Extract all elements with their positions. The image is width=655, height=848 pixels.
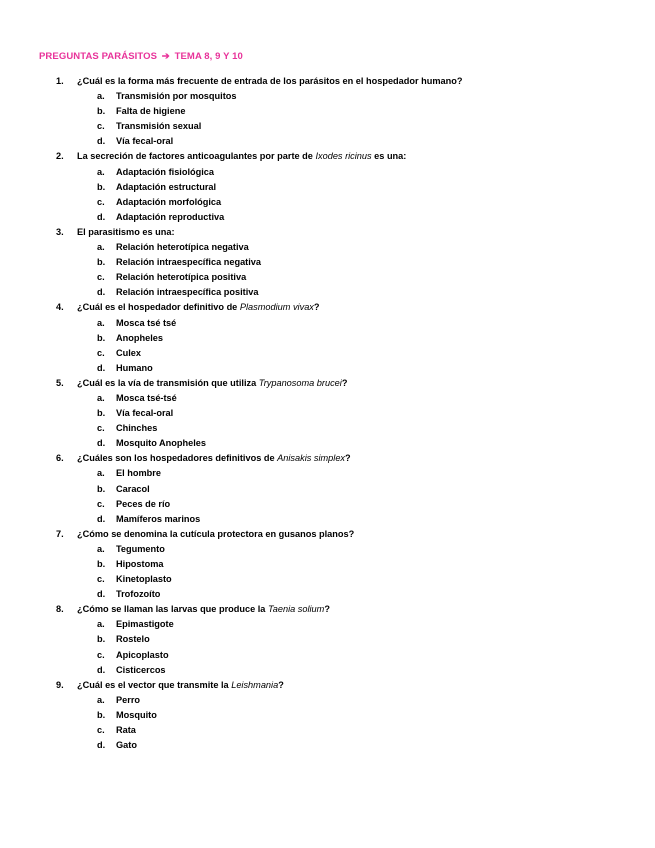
title-suffix: TEMA 8, 9 Y 10 (174, 51, 243, 62)
question-number: 5. (56, 377, 64, 388)
answer-option (0, 195, 655, 210)
answer-option (0, 421, 655, 436)
question-text-part: ? (345, 453, 351, 464)
option-letter: a. (97, 317, 105, 328)
question-text-part: ? (278, 679, 284, 690)
answer-option (0, 723, 655, 738)
option-letter: b. (97, 181, 106, 192)
question-text-part: ? (324, 604, 330, 615)
question-text (77, 678, 284, 693)
answer-option (0, 632, 655, 647)
option-letter: a. (97, 468, 105, 479)
question-text-part: ¿Cuál es el vector que transmite la (77, 679, 232, 690)
answer-option (0, 346, 655, 361)
question-text-part: ¿Cómo se llaman las larvas que produce la (77, 604, 268, 615)
question-item (0, 149, 655, 164)
option-text: Chinches (116, 423, 158, 434)
option-text: Adaptación fisiológica (116, 166, 215, 177)
answer-option (0, 210, 655, 225)
species-name: Anisakis simplex (277, 453, 346, 464)
answer-option (0, 648, 655, 663)
option-letter: c. (97, 649, 105, 660)
question-item (0, 527, 655, 542)
question-text-part: ¿Cuál es la vía de transmisión que utiliza (77, 377, 259, 388)
question-number: 8. (56, 604, 64, 615)
option-text: Apicoplasto (116, 649, 169, 660)
option-text: Humano (116, 362, 153, 373)
option-text: Mosquito (116, 709, 157, 720)
option-text: Mosquito Anopheles (116, 438, 206, 449)
question-text (77, 602, 330, 617)
answer-option (0, 119, 655, 134)
option-letter: b. (97, 559, 106, 569)
option-letter: c. (97, 272, 105, 283)
answer-option (0, 270, 655, 285)
question-text (77, 376, 347, 391)
question-item (0, 602, 655, 617)
answer-option (0, 693, 655, 708)
option-text: Caracol (116, 483, 150, 494)
option-letter: c. (97, 196, 105, 207)
option-letter: c. (97, 574, 105, 585)
question-number: 9. (56, 679, 64, 690)
question-text-part: ¿Cómo se denomina la cutícula protectora en gusanos planos? (77, 528, 355, 539)
option-letter: b. (97, 106, 106, 117)
question-text-part: ¿Cuál es el hospedador definitivo de (77, 302, 240, 313)
question-number: 2. (56, 151, 64, 162)
question-number: 1. (56, 76, 64, 86)
answer-option (0, 497, 655, 512)
option-letter: d. (97, 362, 106, 373)
option-letter: d. (97, 438, 106, 449)
answer-option (0, 663, 655, 678)
answer-option (0, 482, 655, 497)
answer-option (0, 391, 655, 406)
option-letter: c. (97, 725, 105, 736)
option-letter: b. (97, 332, 106, 343)
option-letter: d. (97, 136, 106, 147)
option-letter: a. (97, 91, 105, 102)
option-text: Anopheles (116, 332, 163, 343)
species-name: Leishmania (231, 679, 279, 690)
option-text: Transmisión por mosquitos (116, 91, 237, 102)
option-letter: a. (97, 694, 105, 705)
option-text: El hombre (116, 468, 161, 479)
question-text-part: ? (341, 377, 348, 388)
answer-option (0, 180, 655, 195)
question-text (77, 300, 320, 315)
option-text: Cisticercos (116, 664, 166, 675)
question-item (0, 376, 655, 391)
option-letter: a. (97, 619, 105, 630)
option-text: Falta de higiene (116, 106, 186, 117)
question-text-part: El parasitismo es una: (77, 226, 175, 237)
option-text: Trofozoíto (116, 589, 161, 600)
option-text: Perro (116, 694, 141, 705)
answer-option (0, 331, 655, 346)
question-number: 6. (56, 453, 64, 464)
option-text: Kinetoplasto (116, 574, 172, 585)
question-text (77, 74, 462, 89)
answer-option (0, 512, 655, 527)
option-letter: d. (97, 211, 106, 222)
answer-option (0, 436, 655, 451)
option-text: Adaptación estructural (116, 181, 217, 192)
option-text: Rata (116, 725, 136, 736)
question-number: 4. (56, 302, 64, 313)
option-text: Mosca tsé-tsé (116, 392, 177, 403)
answer-option (0, 104, 655, 119)
option-text: Vía fecal-oral (116, 408, 174, 419)
question-text-part: La secreción de factores anticoagulantes por parte de (77, 151, 316, 162)
question-item (0, 678, 655, 693)
question-text (77, 527, 354, 542)
answer-option (0, 165, 655, 180)
option-text: Vía fecal-oral (116, 136, 174, 147)
option-letter: b. (97, 634, 106, 645)
answer-option (0, 708, 655, 723)
species-name: Plasmodium vivax (239, 302, 314, 313)
answer-option (0, 738, 655, 753)
question-number: 7. (56, 528, 64, 539)
option-letter: b. (97, 408, 106, 419)
option-letter: a. (97, 543, 105, 554)
question-text-part: es una: (371, 151, 407, 162)
question-list (0, 74, 655, 753)
page-title (39, 51, 243, 62)
option-text: Mamíferos marinos (116, 513, 201, 524)
option-text: Rostelo (116, 634, 150, 645)
option-text: Culex (116, 347, 142, 358)
option-text: Relación intraespecífica negativa (116, 257, 262, 268)
answer-option (0, 466, 655, 481)
title-prefix: PREGUNTAS PARÁSITOS (39, 51, 158, 62)
option-text: Mosca tsé tsé (116, 317, 177, 328)
option-text: Transmisión sexual (116, 121, 202, 132)
option-text: Gato (116, 740, 137, 751)
option-letter: a. (97, 166, 105, 177)
answer-option (0, 134, 655, 149)
option-text: Hipostoma (116, 559, 164, 569)
question-number: 3. (56, 226, 64, 237)
option-text: Relación heterotípica positiva (116, 272, 247, 283)
option-text: Epimastigote (116, 619, 174, 630)
option-text: Peces de río (116, 498, 171, 509)
option-letter: b. (97, 257, 106, 268)
option-letter: c. (97, 347, 105, 358)
option-letter: d. (97, 740, 106, 751)
answer-option (0, 255, 655, 270)
option-letter: a. (97, 242, 105, 253)
species-name: Ixodes ricinus (315, 151, 372, 162)
species-name: Taenia solium (267, 604, 325, 615)
question-item (0, 300, 655, 315)
answer-option (0, 240, 655, 255)
option-text: Adaptación morfológica (116, 196, 222, 207)
question-item (0, 225, 655, 240)
question-text (77, 451, 351, 466)
answer-option (0, 572, 655, 587)
answer-option (0, 89, 655, 104)
option-text: Adaptación reproductiva (116, 211, 225, 222)
option-letter: b. (97, 709, 106, 720)
option-letter: d. (97, 287, 106, 298)
option-text: Relación intraespecífica positiva (116, 287, 259, 298)
option-letter: b. (97, 483, 106, 494)
question-item (0, 451, 655, 466)
question-text (77, 149, 406, 164)
species-name: Trypanosoma brucei (258, 377, 342, 388)
answer-option (0, 316, 655, 331)
answer-option (0, 587, 655, 602)
question-item (0, 74, 655, 89)
option-letter: d. (97, 513, 106, 524)
answer-option (0, 361, 655, 376)
answer-option (0, 406, 655, 421)
arrow-right-icon: ➔ (161, 51, 170, 62)
question-text-part: ¿Cuáles son los hospedadores definitivos de (77, 453, 278, 464)
answer-option (0, 557, 655, 572)
option-letter: d. (97, 589, 106, 600)
option-text: Relación heterotípica negativa (116, 242, 249, 253)
option-letter: c. (97, 423, 105, 434)
option-letter: c. (97, 498, 105, 509)
answer-option (0, 617, 655, 632)
question-text-part: ¿Cuál es la forma más frecuente de entrada de los parásitos en el hospedador humano? (77, 76, 463, 86)
option-letter: c. (97, 121, 105, 132)
answer-option (0, 542, 655, 557)
option-text: Tegumento (116, 543, 165, 554)
question-text-part: ? (313, 302, 320, 313)
option-letter: d. (97, 664, 106, 675)
option-letter: a. (97, 392, 105, 403)
answer-option (0, 285, 655, 300)
question-text (77, 225, 175, 240)
